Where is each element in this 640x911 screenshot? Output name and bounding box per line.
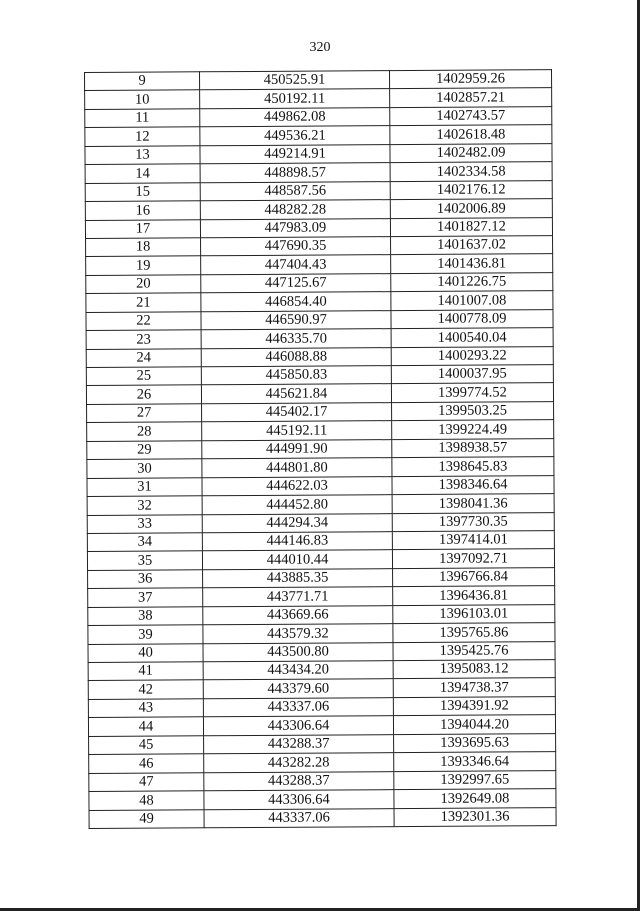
table-container <box>84 69 557 829</box>
point-number-cell: 34 <box>87 533 202 552</box>
x-coordinate-cell: 443337.06 <box>204 808 394 828</box>
y-coordinate-cell: 1393346.64 <box>394 752 556 771</box>
y-coordinate-cell: 1401827.12 <box>390 217 552 236</box>
y-coordinate-cell: 1400778.09 <box>391 309 553 328</box>
table-row <box>86 236 553 257</box>
point-number-cell: 41 <box>88 662 203 681</box>
table-row <box>87 531 554 552</box>
point-number-cell: 35 <box>87 551 202 570</box>
page-number: 320 <box>309 40 331 55</box>
x-coordinate-cell: 446335.70 <box>201 329 391 349</box>
y-coordinate-cell: 1393695.63 <box>394 733 556 752</box>
y-coordinate-cell: 1394738.37 <box>393 678 555 697</box>
y-coordinate-cell: 1402959.26 <box>389 70 551 89</box>
x-coordinate-cell: 443771.71 <box>203 587 393 607</box>
y-coordinate-cell: 1398041.36 <box>392 494 554 513</box>
y-coordinate-cell: 1402334.58 <box>390 162 552 181</box>
table-row <box>88 697 555 718</box>
table-row <box>88 586 555 607</box>
table-row <box>86 309 553 330</box>
x-coordinate-cell: 445621.84 <box>201 384 391 404</box>
y-coordinate-cell: 1402857.21 <box>390 88 552 107</box>
x-coordinate-cell: 449536.21 <box>200 126 390 146</box>
y-coordinate-cell: 1398645.83 <box>392 457 554 476</box>
y-coordinate-cell: 1392997.65 <box>394 770 556 789</box>
x-coordinate-cell: 447125.67 <box>201 273 391 293</box>
x-coordinate-cell: 447983.09 <box>200 218 390 238</box>
point-number-cell: 46 <box>89 754 204 773</box>
table-row <box>86 291 553 312</box>
point-number-cell: 18 <box>86 238 201 257</box>
point-number-cell: 38 <box>88 606 203 625</box>
x-coordinate-cell: 448587.56 <box>200 181 390 201</box>
table-row <box>87 420 554 441</box>
x-coordinate-cell: 448898.57 <box>200 163 390 183</box>
point-number-cell: 47 <box>89 772 204 791</box>
point-number-cell: 13 <box>85 146 200 165</box>
table-row <box>85 70 552 91</box>
table-row <box>85 199 552 220</box>
point-number-cell: 27 <box>87 404 202 423</box>
point-number-cell: 33 <box>87 514 202 533</box>
table-row <box>86 346 553 367</box>
table-row <box>86 328 553 349</box>
y-coordinate-cell: 1399224.49 <box>392 420 554 439</box>
table-row <box>87 494 554 515</box>
table-row <box>89 807 556 828</box>
table-row <box>89 789 556 810</box>
x-coordinate-cell: 444991.90 <box>202 439 392 459</box>
y-coordinate-cell: 1398938.57 <box>392 438 554 457</box>
table-row <box>89 752 556 773</box>
y-coordinate-cell: 1397414.01 <box>392 531 554 550</box>
y-coordinate-cell: 1395425.76 <box>393 641 555 660</box>
table-row <box>85 180 552 201</box>
table-row <box>87 457 554 478</box>
table-row <box>88 678 555 699</box>
x-coordinate-cell: 443282.28 <box>204 753 394 773</box>
table-row <box>85 107 552 128</box>
y-coordinate-cell: 1402618.48 <box>390 125 552 144</box>
x-coordinate-cell: 443669.66 <box>203 605 393 625</box>
point-number-cell: 17 <box>85 219 200 238</box>
x-coordinate-cell: 444294.34 <box>202 513 392 533</box>
x-coordinate-cell: 445402.17 <box>202 403 392 423</box>
point-number-cell: 32 <box>87 496 202 515</box>
y-coordinate-cell: 1402006.89 <box>390 199 552 218</box>
point-number-cell: 40 <box>88 643 203 662</box>
x-coordinate-cell: 443579.32 <box>203 624 393 644</box>
y-coordinate-cell: 1396103.01 <box>393 604 555 623</box>
point-number-cell: 31 <box>87 477 202 496</box>
x-coordinate-cell: 443306.64 <box>204 790 394 810</box>
x-coordinate-cell: 444801.80 <box>202 458 392 478</box>
point-number-cell: 24 <box>86 348 201 367</box>
x-coordinate-cell: 446590.97 <box>201 310 391 330</box>
y-coordinate-cell: 1402482.09 <box>390 143 552 162</box>
point-number-cell: 14 <box>85 164 200 183</box>
point-number-cell: 49 <box>89 809 204 828</box>
y-coordinate-cell: 1402176.12 <box>390 180 552 199</box>
x-coordinate-cell: 443288.37 <box>204 771 394 791</box>
point-number-cell: 21 <box>86 293 201 312</box>
y-coordinate-cell: 1397730.35 <box>392 512 554 531</box>
x-coordinate-cell: 449862.08 <box>200 108 390 128</box>
y-coordinate-cell: 1394044.20 <box>393 715 555 734</box>
point-number-cell: 15 <box>85 182 200 201</box>
x-coordinate-cell: 445192.11 <box>202 421 392 441</box>
table-row <box>87 402 554 423</box>
x-coordinate-cell: 444146.83 <box>202 532 392 552</box>
table-row <box>88 604 555 625</box>
y-coordinate-cell: 1396436.81 <box>393 586 555 605</box>
x-coordinate-cell: 448282.28 <box>200 200 390 220</box>
point-number-cell: 25 <box>86 367 201 386</box>
x-coordinate-cell: 443337.06 <box>203 697 393 717</box>
table-row <box>88 641 555 662</box>
x-coordinate-cell: 444010.44 <box>202 550 392 570</box>
x-coordinate-cell: 445850.83 <box>201 366 391 386</box>
point-number-cell: 11 <box>85 109 200 128</box>
x-coordinate-cell: 447690.35 <box>201 237 391 257</box>
point-number-cell: 43 <box>88 699 203 718</box>
point-number-cell: 30 <box>87 459 202 478</box>
y-coordinate-cell: 1399774.52 <box>391 383 553 402</box>
x-coordinate-cell: 446854.40 <box>201 292 391 312</box>
point-number-cell: 39 <box>88 625 203 644</box>
x-coordinate-cell: 443500.80 <box>203 642 393 662</box>
table-row <box>86 365 553 386</box>
y-coordinate-cell: 1395765.86 <box>393 623 555 642</box>
x-coordinate-cell: 444622.03 <box>202 476 392 496</box>
point-number-cell: 42 <box>88 680 203 699</box>
x-coordinate-cell: 443434.20 <box>203 661 393 681</box>
table-row <box>85 143 552 164</box>
point-number-cell: 48 <box>89 791 204 810</box>
table-row <box>88 715 555 736</box>
point-number-cell: 9 <box>85 72 200 91</box>
point-number-cell: 44 <box>88 717 203 736</box>
table-body <box>85 70 557 829</box>
point-number-cell: 22 <box>86 311 201 330</box>
point-number-cell: 19 <box>86 256 201 275</box>
x-coordinate-cell: 443885.35 <box>203 568 393 588</box>
table-row <box>87 438 554 459</box>
table-row <box>88 623 555 644</box>
y-coordinate-cell: 1399503.25 <box>392 402 554 421</box>
table-row <box>87 549 554 570</box>
x-coordinate-cell: 447404.43 <box>201 255 391 275</box>
y-coordinate-cell: 1394391.92 <box>393 697 555 716</box>
x-coordinate-cell: 443288.37 <box>204 734 394 754</box>
point-number-cell: 12 <box>85 127 200 146</box>
table-row <box>85 125 552 146</box>
x-coordinate-cell: 443306.64 <box>203 716 393 736</box>
y-coordinate-cell: 1392649.08 <box>394 789 556 808</box>
point-number-cell: 37 <box>88 588 203 607</box>
table-row <box>89 733 556 754</box>
point-number-cell: 29 <box>87 441 202 460</box>
x-coordinate-cell: 449214.91 <box>200 144 390 164</box>
y-coordinate-cell: 1402743.57 <box>390 107 552 126</box>
x-coordinate-cell: 446088.88 <box>201 347 391 367</box>
table-row <box>88 660 555 681</box>
table-row <box>86 383 553 404</box>
y-coordinate-cell: 1400037.95 <box>391 365 553 384</box>
y-coordinate-cell: 1396766.84 <box>393 567 555 586</box>
y-coordinate-cell: 1401637.02 <box>391 236 553 255</box>
point-number-cell: 26 <box>86 385 201 404</box>
y-coordinate-cell: 1401436.81 <box>391 254 553 273</box>
y-coordinate-cell: 1395083.12 <box>393 660 555 679</box>
x-coordinate-cell: 450192.11 <box>200 89 390 109</box>
coordinate-table <box>84 69 557 829</box>
table-row <box>86 272 553 293</box>
table-row <box>87 512 554 533</box>
point-number-cell: 28 <box>87 422 202 441</box>
point-number-cell: 20 <box>86 275 201 294</box>
x-coordinate-cell: 443379.60 <box>203 679 393 699</box>
table-row <box>85 162 552 183</box>
point-number-cell: 36 <box>88 570 203 589</box>
table-row <box>85 88 552 109</box>
y-coordinate-cell: 1392301.36 <box>394 807 556 826</box>
point-number-cell: 10 <box>85 90 200 109</box>
x-coordinate-cell: 444452.80 <box>202 495 392 515</box>
table-row <box>87 475 554 496</box>
x-coordinate-cell: 450525.91 <box>200 71 390 91</box>
table-row <box>85 217 552 238</box>
table-row <box>86 254 553 275</box>
y-coordinate-cell: 1401007.08 <box>391 291 553 310</box>
y-coordinate-cell: 1397092.71 <box>392 549 554 568</box>
y-coordinate-cell: 1400540.04 <box>391 328 553 347</box>
y-coordinate-cell: 1398346.64 <box>392 475 554 494</box>
y-coordinate-cell: 1400293.22 <box>391 346 553 365</box>
point-number-cell: 45 <box>89 736 204 755</box>
point-number-cell: 23 <box>86 330 201 349</box>
point-number-cell: 16 <box>85 201 200 220</box>
table-row <box>89 770 556 791</box>
table-row <box>88 567 555 588</box>
y-coordinate-cell: 1401226.75 <box>391 272 553 291</box>
